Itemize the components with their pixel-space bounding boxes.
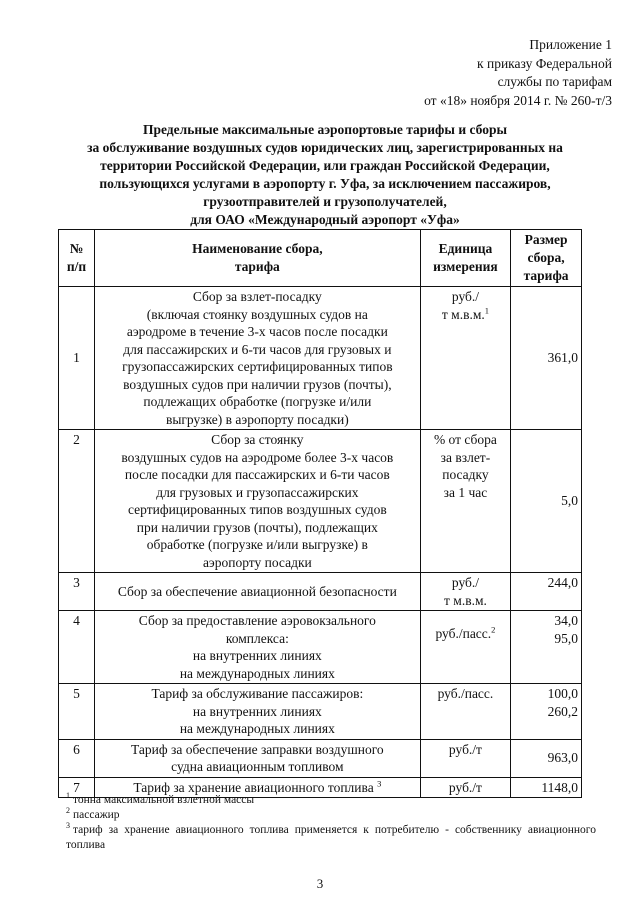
footnote-ref: 3 bbox=[377, 778, 382, 788]
row-unit: руб./ т м.в.м.$^1$ bbox=[420, 287, 510, 430]
appendix-line: службы по тарифам bbox=[497, 74, 612, 89]
table-row bbox=[59, 573, 582, 611]
row-name: Сбор за взлет-посадку (включая стоянку воздушных судов на аэродроме в течение 3-х часов после посадки для пассажирских и 6-ти часов для грузовых и грузопассажирских сертифицированных типов воздушных судов при наличии грузов (почты), подлежащих обработке (погрузке и/или выгрузке) в аэропорту посадки) bbox=[94, 287, 420, 430]
row-value: 361,0 bbox=[511, 287, 582, 430]
row-number: 2 bbox=[59, 430, 95, 573]
appendix-line: от «18» ноября 2014 г. № 260-т/3 bbox=[424, 92, 612, 108]
row-name: Тариф за обеспечение заправки воздушного судна авиационным топливом bbox=[94, 739, 420, 777]
row-number: 3 bbox=[59, 573, 95, 611]
row-unit: руб./ т м.в.м. bbox=[420, 573, 510, 611]
footnote-2: $^2$ пассажир bbox=[66, 806, 120, 821]
row-number: 4 bbox=[59, 611, 95, 684]
header-num: № п/п bbox=[59, 230, 95, 287]
title-line: пользующихся услугами в аэропорту г. Уфа, за исключением пассажиров, bbox=[99, 176, 551, 191]
row-value: 5,0 bbox=[511, 430, 582, 573]
footnote-1: $^1$ тонна максимальной взлетной массы bbox=[66, 791, 255, 806]
title-line: для ОАО «Международный аэропорт «Уфа» bbox=[190, 212, 460, 227]
row-name: Тариф за хранение авиационного топлива $^3$ bbox=[94, 777, 420, 798]
row-unit: руб./пасс. bbox=[420, 684, 510, 740]
table-row bbox=[59, 287, 582, 430]
row-value: 34,0 95,0 bbox=[511, 611, 582, 684]
row-value: 244,0 bbox=[511, 573, 582, 611]
table-row bbox=[59, 430, 582, 573]
footnote-3: $^3$ тариф за хранение авиационного топлива применяется к потребителю - собственнику авиационного топлива bbox=[66, 821, 596, 851]
table-row bbox=[59, 611, 582, 684]
row-name: Сбор за стоянку воздушных судов на аэродроме более 3-х часов после посадки для пассажирских и 6-ти часов для грузовых и грузопассажирских сертифицированных типов воздушных судов при наличии грузов (почты), подлежащих обработке (погрузке и/или выгрузке) в аэропорту посадки bbox=[94, 430, 420, 573]
row-name: Сбор за предоставление аэровокзального комплекса: на внутренних линиях на международных линиях bbox=[94, 611, 420, 684]
table-row bbox=[59, 684, 582, 740]
document-title bbox=[40, 121, 610, 229]
header-unit: Единица измерения bbox=[420, 230, 510, 287]
row-number: 6 bbox=[59, 739, 95, 777]
row-unit: руб./пасс.$^2$ bbox=[420, 611, 510, 684]
title-line: грузоотправителей и грузополучателей, bbox=[203, 194, 447, 209]
header-name: Наименование сбора, тарифа bbox=[94, 230, 420, 287]
row-unit: руб./т bbox=[420, 777, 510, 798]
title-line: Предельные максимальные аэропортовые тарифы и сборы bbox=[142, 122, 507, 137]
page-number: 3 bbox=[316, 876, 324, 891]
appendix-line: к приказу Федеральной bbox=[477, 55, 612, 71]
row-name: Тариф за обслуживание пассажиров: на внутренних линиях на международных линиях bbox=[94, 684, 420, 740]
tariffs-table bbox=[58, 229, 582, 798]
row-number: 1 bbox=[59, 287, 95, 430]
row-unit: руб./т bbox=[420, 739, 510, 777]
row-number: 5 bbox=[59, 684, 95, 740]
row-value: 1148,0 bbox=[511, 777, 582, 798]
table-header-row bbox=[59, 230, 582, 287]
row-value: 100,0 260,2 bbox=[511, 684, 582, 740]
footnotes bbox=[66, 793, 596, 853]
row-number: 7 bbox=[59, 777, 95, 798]
appendix-line: Приложение 1 bbox=[529, 37, 612, 52]
title-line: за обслуживание воздушных судов юридических лиц, зарегистрированных на bbox=[87, 140, 563, 155]
row-value: 963,0 bbox=[511, 739, 582, 777]
row-name: Сбор за обеспечение авиационной безопасности bbox=[94, 573, 420, 611]
table-row bbox=[59, 739, 582, 777]
footnote-ref: 1 bbox=[484, 305, 489, 315]
footnote-ref: 2 bbox=[491, 624, 496, 635]
header-value: Размер сбора, тарифа bbox=[511, 230, 582, 287]
row-unit: % от сбора за взлет- посадку за 1 час bbox=[420, 430, 510, 573]
appendix-header bbox=[424, 36, 612, 110]
title-line: территории Российской Федерации, или граждан Российской Федерации, bbox=[100, 158, 550, 173]
